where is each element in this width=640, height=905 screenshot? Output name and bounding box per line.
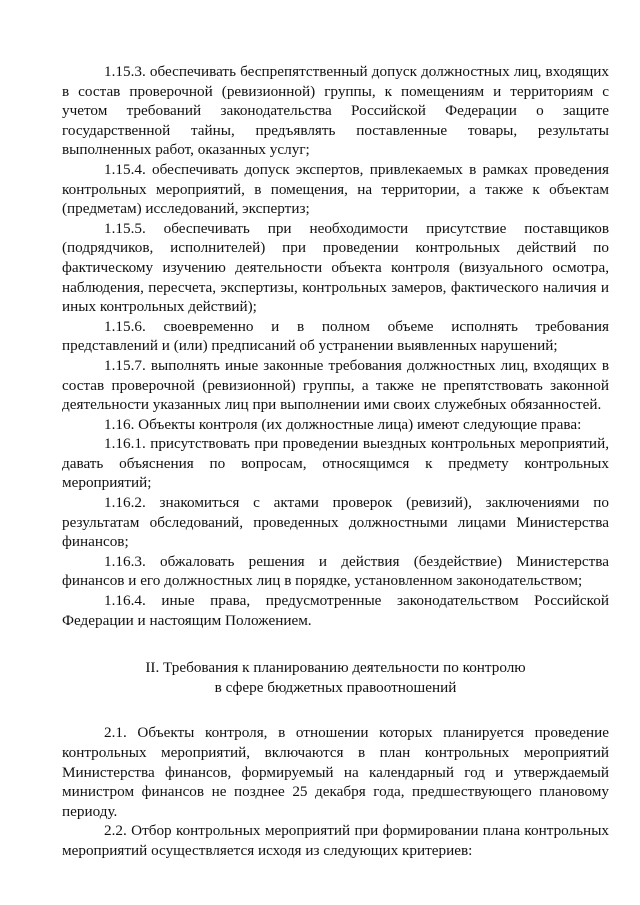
paragraph-1-15-3: 1.15.3. обеспечивать беспрепятственный допуск должностных лиц, входящих в состав проверочной (ревизионной) группы, к помещениям и территориям с учетом требований законодательства Российской Федерации о защите государственной тайны, предъявлять поставленные товары, результаты выполненных работ, оказанных услуг; xyxy=(62,63,609,159)
paragraph-1-15-6: 1.15.6. своевременно и в полном объеме исполнять требования представлений и (или) предписаний об устранении выявленных нарушений; xyxy=(62,317,609,355)
paragraph-1-16-4: 1.16.4. иные права, предусмотренные законодательством Российской Федерации и настоящим Положением. xyxy=(62,592,609,629)
paragraph-1-16: 1.16. Объекты контроля (их должностные лица) имеют следующие права: xyxy=(104,415,582,433)
paragraph-1-16-1: 1.16.1. присутствовать при проведении выездных контрольных мероприятий, давать объяснения по вопросам, относящимся к предмету контрольных мероприятий; xyxy=(62,435,609,492)
section-heading-line-1: II. Требования к планированию деятельности по контролю xyxy=(145,659,526,677)
section-heading-line-2: в сфере бюджетных правоотношений xyxy=(214,678,457,696)
paragraph-1-16-3: 1.16.3. обжаловать решения и действия (бездействие) Министерства финансов и его должностных лиц в порядке, установленном законодательством; xyxy=(62,552,609,590)
paragraph-2-2: 2.2. Отбор контрольных мероприятий при формировании плана контрольных мероприятий осуществляется исходя из следующих критериев: xyxy=(62,822,609,859)
paragraph-1-16-2: 1.16.2. знакомиться с актами проверок (ревизий), заключениями по результатам обследований, проведенных должностными лицами Министерства финансов; xyxy=(62,494,609,551)
paragraph-1-15-5: 1.15.5. обеспечивать при необходимости присутствие поставщиков (подрядчиков, исполнителей) при проведении контрольных действий по фактическому изучению деятельности объекта контроля (визуального осмотра, наблюдения, пересчета, экспертизы, контрольных замеров, фактического наличия и иных контрольных действий); xyxy=(62,219,609,316)
section-heading xyxy=(62,658,609,697)
paragraph-2-1: 2.1. Объекты контроля, в отношении которых планируется проведение контрольных мероприятий, включаются в план контрольных мероприятий Министерства финансов, формируемый на календарный год и утверждаемый министром финансов не позднее 25 декабря года, предшествующего плановому периоду. xyxy=(62,724,609,820)
paragraph-1-15-7: 1.15.7. выполнять иные законные требования должностных лиц, входящих в состав проверочной (ревизионной) группы, а также не препятствовать законной деятельности указанных лиц при выполнении ими своих служебных обязанностей. xyxy=(62,356,609,414)
paragraph-1-15-4: 1.15.4. обеспечивать допуск экспертов, привлекаемых в рамках проведения контрольных мероприятий, в помещения, на территории, а также к объектам (предметам) исследований, экспертиз; xyxy=(62,160,609,218)
